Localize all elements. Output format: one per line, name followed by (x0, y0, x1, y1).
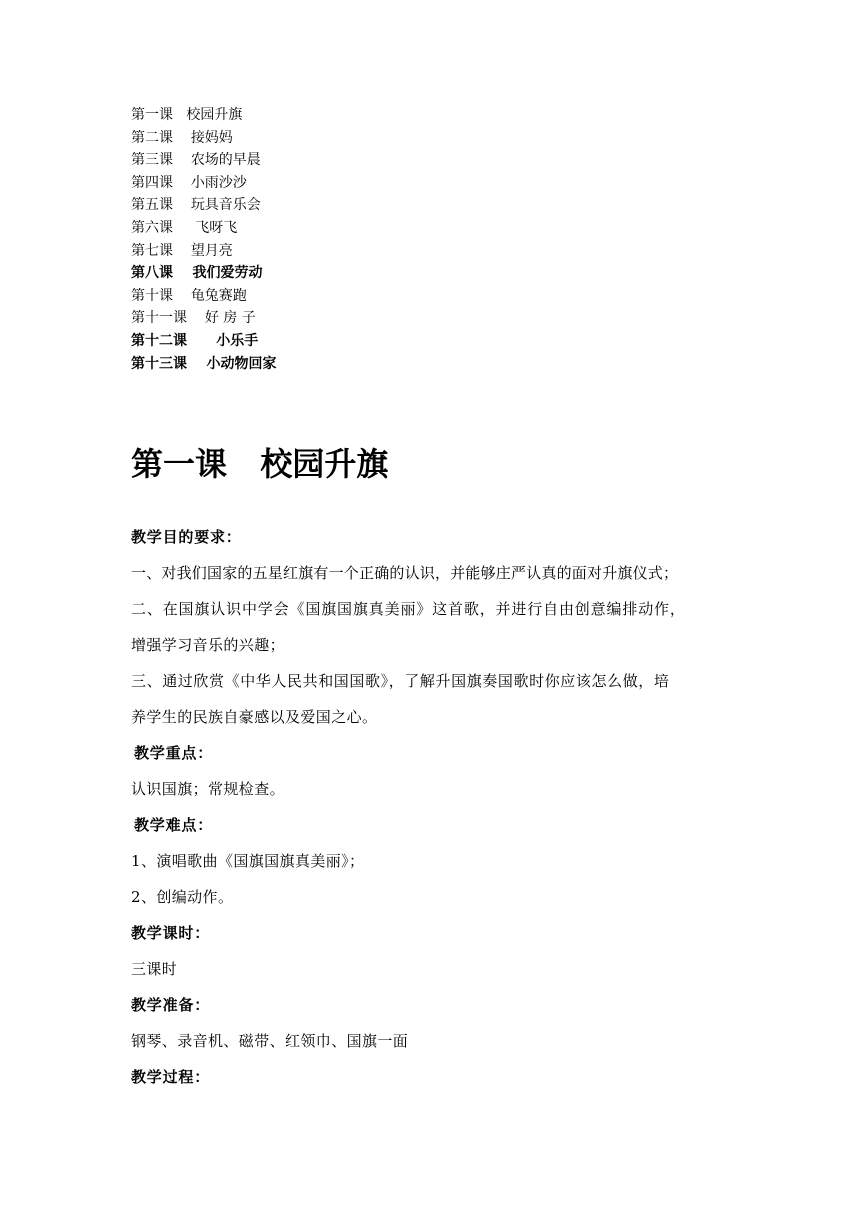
difficulty-heading: 教学难点： (134, 816, 214, 834)
toc-gap (173, 149, 191, 172)
toc-item (131, 307, 731, 330)
toc-lesson-number: 第六课 (131, 219, 173, 236)
toc-gap (173, 285, 191, 308)
toc-lesson-title: 小动物回家 (206, 355, 277, 372)
lesson-title: 第一课 校园升旗 (131, 445, 389, 483)
toc-gap (173, 262, 193, 285)
toc-lesson-title: 小乐手 (216, 332, 259, 349)
toc-gap (187, 307, 205, 330)
toc-item (131, 149, 731, 172)
toc-gap (173, 172, 191, 195)
toc-gap (173, 217, 195, 240)
toc-gap (173, 127, 191, 150)
toc-lesson-number: 第十课 (131, 287, 173, 304)
table-of-contents (131, 104, 731, 375)
toc-lesson-number: 第二课 (131, 129, 173, 146)
preparation-text: 钢琴、录音机、磁带、红领巾、国旗一面 (131, 1032, 409, 1050)
goals-heading: 教学目的要求： (131, 528, 242, 546)
toc-lesson-title: 望月亮 (190, 242, 233, 259)
toc-lesson-number: 第五课 (131, 197, 173, 214)
toc-lesson-number: 第一课 (131, 107, 173, 123)
toc-lesson-number: 第三课 (131, 152, 173, 169)
toc-gap (187, 353, 207, 376)
toc-item (131, 104, 731, 127)
key-points-heading: 教学重点： (134, 744, 214, 762)
preparation-heading: 教学准备： (131, 996, 211, 1014)
toc-item (131, 262, 731, 285)
toc-item (131, 172, 731, 195)
toc-gap (173, 104, 186, 127)
key-points-text: 认识国旗；常规检查。 (131, 780, 286, 798)
goal-item: 一、对我们国家的五星红旗有一个正确的认识，并能够庄严认真的面对升旗仪式； (131, 564, 679, 582)
difficulty-item: 1、演唱歌曲《国旗国旗真美丽》； (131, 852, 365, 870)
goal-item-continued: 增强学习音乐的兴趣； (131, 636, 286, 654)
toc-gap (173, 194, 191, 217)
toc-lesson-number: 第七课 (131, 242, 173, 259)
toc-lesson-title: 龟兔赛跑 (190, 287, 247, 304)
toc-item (131, 194, 731, 217)
toc-item (131, 240, 731, 263)
toc-item (131, 127, 731, 150)
toc-lesson-number: 第十一课 (131, 310, 187, 327)
toc-lesson-title: 校园升旗 (186, 107, 243, 123)
goal-item-continued: 养学生的民族自豪感以及爱国之心。 (131, 708, 378, 726)
toc-item (131, 353, 731, 376)
toc-item (131, 285, 731, 308)
toc-item (131, 330, 731, 353)
toc-lesson-number: 第四课 (131, 174, 173, 191)
toc-lesson-title: 好 房 子 (204, 310, 256, 327)
toc-lesson-title: 农场的早晨 (190, 152, 261, 169)
process-heading: 教学过程： (131, 1068, 211, 1086)
toc-gap (173, 240, 191, 263)
class-hours-heading: 教学课时： (131, 924, 211, 942)
toc-lesson-title: 接妈妈 (190, 129, 233, 146)
toc-lesson-number: 第十三课 (131, 355, 187, 372)
goal-item: 三、通过欣赏《中华人民共和国国歌》，了解升国旗奏国歌时你应该怎么做，培 (131, 672, 670, 690)
toc-lesson-title: 我们爱劳动 (192, 265, 263, 282)
toc-gap (187, 330, 216, 353)
toc-lesson-number: 第八课 (131, 265, 173, 282)
toc-lesson-title: 小雨沙沙 (190, 174, 247, 191)
toc-item (131, 217, 731, 240)
toc-lesson-title: 飞呀飞 (195, 219, 238, 236)
lesson-content (131, 519, 731, 1095)
difficulty-item: 2、创编动作。 (131, 888, 234, 906)
goal-item: 二、在国旗认识中学会《国旗国旗真美丽》这首歌，并进行自由创意编排动作， (131, 600, 686, 618)
class-hours-text: 三课时 (131, 960, 178, 978)
toc-lesson-number: 第十二课 (131, 332, 187, 349)
toc-lesson-title: 玩具音乐会 (190, 197, 261, 214)
